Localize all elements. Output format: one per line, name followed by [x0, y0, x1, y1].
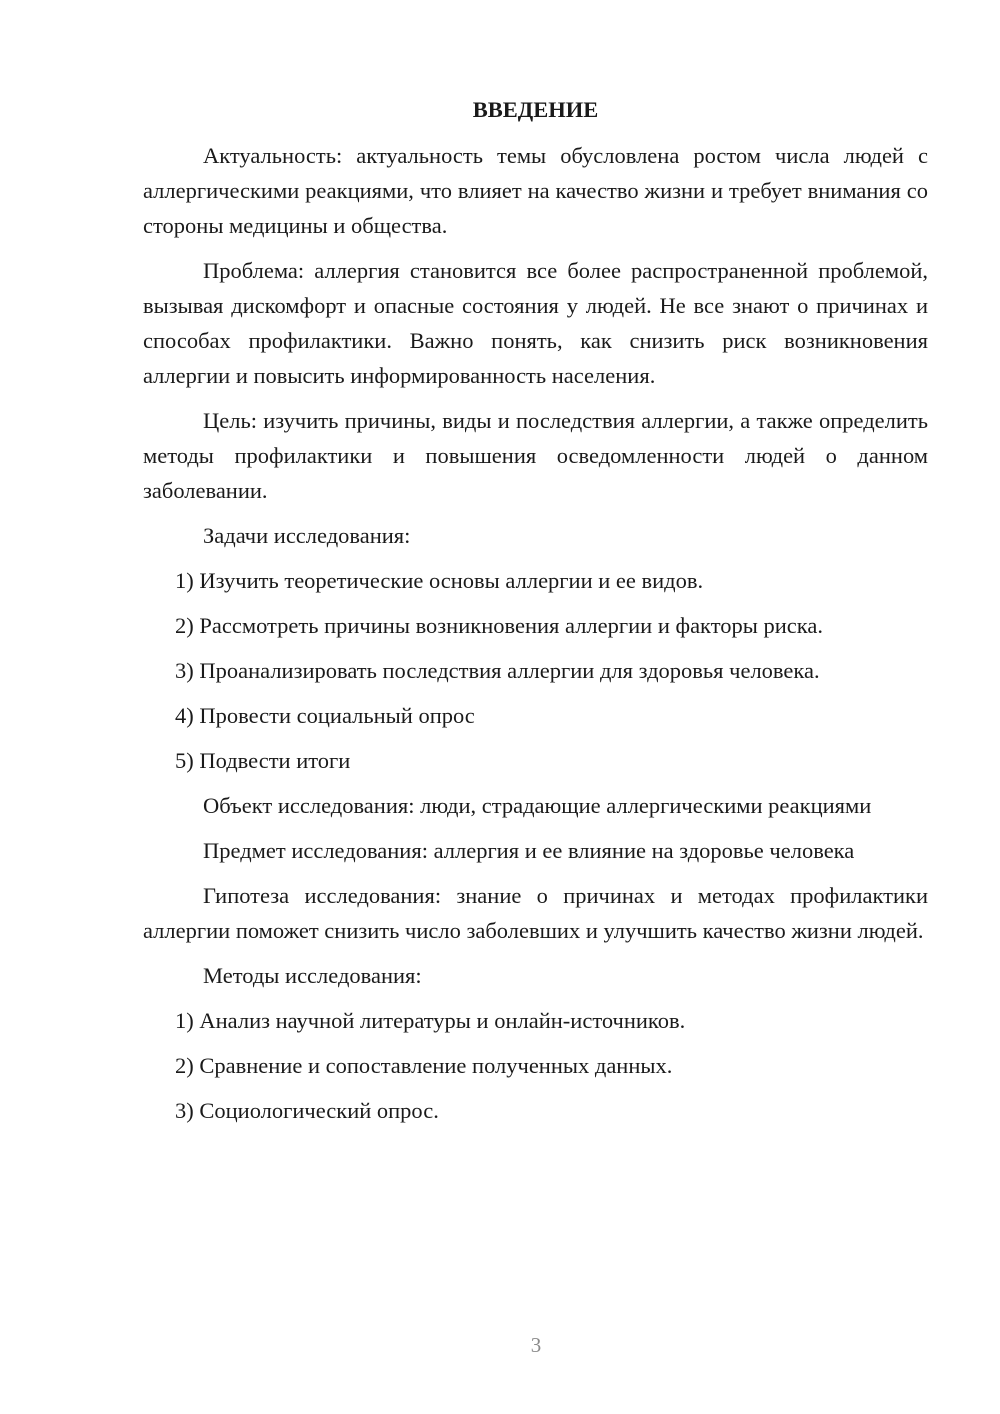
- document-page: [143, 94, 928, 1138]
- problem-paragraph: Проблема: аллергия становится все более распространенной проблемой, вызывая дискомфорт и опасные состояния у людей. Не все знают о причинах и способах профилактики. Важно понять, как снизить риск возникновения аллергии и повысить информированность населения.: [143, 258, 928, 388]
- subject-paragraph: Предмет исследования: аллергия и ее влияние на здоровье человека: [203, 838, 855, 863]
- methods-title: Методы исследования:: [203, 963, 422, 988]
- goal-paragraph: Цель: изучить причины, виды и последствия аллергии, а также определить методы профилактики и повышения осведомленности людей о данном заболевании.: [143, 408, 928, 503]
- object-paragraph: Объект исследования: люди, страдающие аллергическими реакциями: [203, 793, 872, 818]
- task-item: 3) Проанализировать последствия аллергии для здоровья человека.: [175, 658, 820, 683]
- task-item: 2) Рассмотреть причины возникновения аллергии и факторы риска.: [175, 613, 823, 638]
- tasks-title: Задачи исследования:: [203, 523, 411, 548]
- relevance-paragraph: Актуальность: актуальность темы обусловлена ростом числа людей с аллергическими реакциями, что влияет на качество жизни и требует внимания со стороны медицины и общества.: [143, 143, 928, 238]
- task-item: 1) Изучить теоретические основы аллергии и ее видов.: [175, 568, 704, 593]
- method-item: 3) Социологический опрос.: [175, 1098, 439, 1123]
- method-item: 2) Сравнение и сопоставление полученных данных.: [175, 1053, 673, 1078]
- method-item: 1) Анализ научной литературы и онлайн-источников.: [175, 1008, 686, 1033]
- section-heading: ВВЕДЕНИЕ: [472, 97, 599, 122]
- task-item: 4) Провести социальный опрос: [175, 703, 475, 728]
- task-item: 5) Подвести итоги: [175, 748, 351, 773]
- page-number: 3: [530, 1333, 542, 1357]
- hypothesis-paragraph: Гипотеза исследования: знание о причинах и методах профилактики аллергии поможет снизить число заболевших и улучшить качество жизни людей.: [143, 883, 928, 943]
